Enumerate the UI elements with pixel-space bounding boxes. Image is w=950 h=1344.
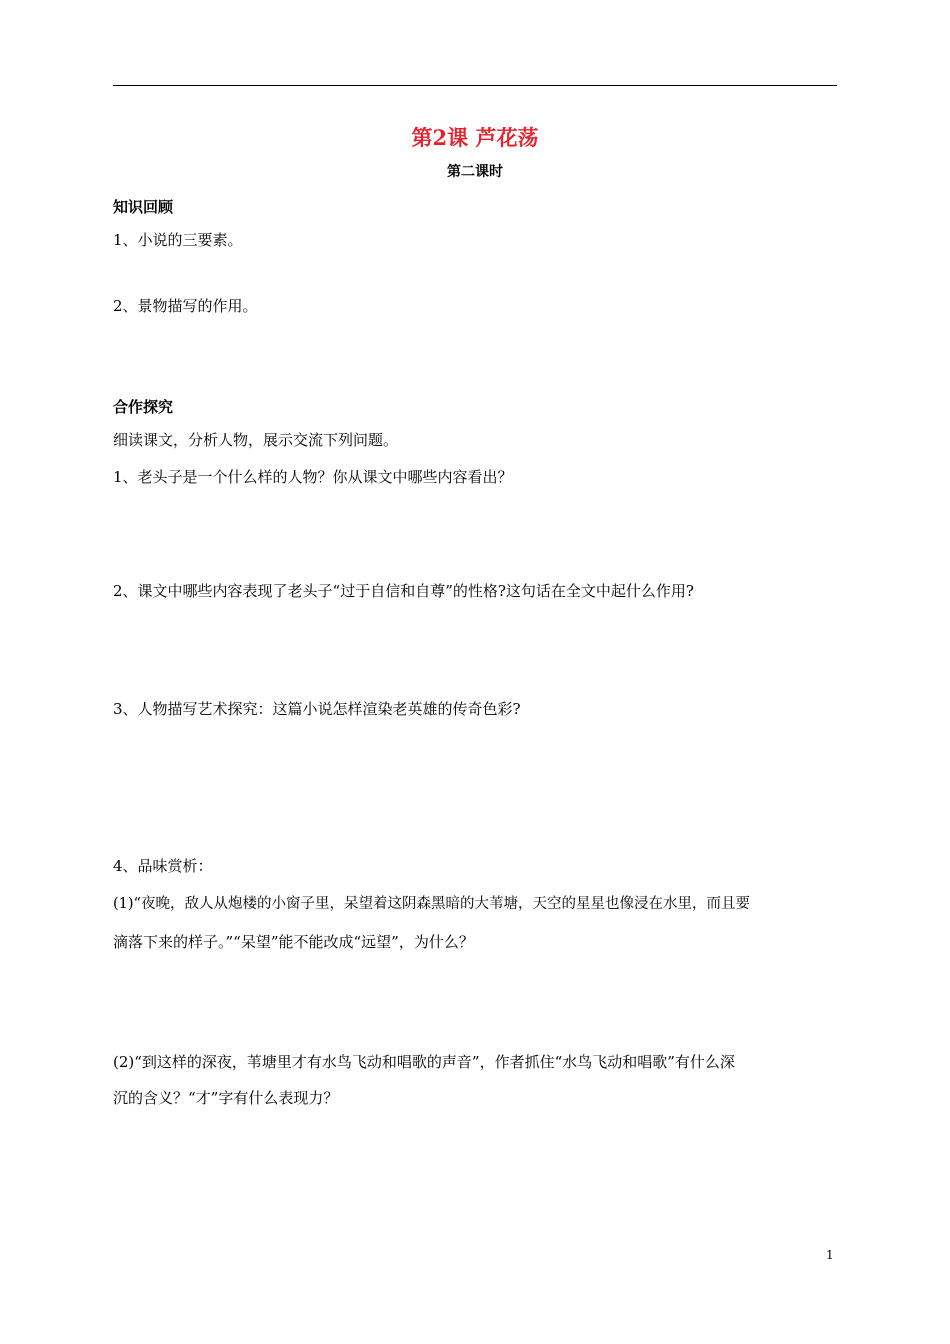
review-question-2: 2、景物描写的作用。 — [113, 297, 258, 315]
header-rule — [113, 85, 837, 86]
review-heading: 知识回顾 — [113, 198, 174, 216]
explore-heading: 合作探究 — [113, 398, 174, 416]
explore-intro: 细读课文，分析人物，展示交流下列问题。 — [113, 431, 399, 449]
explore-question-1: 1、老头子是一个什么样的人物？你从课文中哪些内容看出？ — [113, 468, 513, 486]
explore-question-4: 4、品味赏析： — [113, 857, 213, 875]
explore-question-2: 2、课文中哪些内容表现了老头子“过于自信和自尊”的性格?这句话在全文中起什么作用? — [113, 582, 694, 600]
review-question-1: 1、小说的三要素。 — [113, 231, 243, 249]
page-number: 1 — [826, 1248, 834, 1262]
question-4-2-line-2: 沉的含义？“才”字有什么表现力？ — [113, 1089, 339, 1107]
question-4-2-line-1: (2)“到这样的深夜，苇塘里才有水鸟飞动和唱歌的声音”，作者抓住“水鸟飞动和唱歌”有什么深 — [113, 1053, 735, 1071]
explore-question-3: 3、人物描写艺术探究：这篇小说怎样渲染老英雄的传奇色彩? — [113, 700, 521, 718]
lesson-subtitle: 第二课时 — [447, 164, 503, 180]
question-4-1-line-1: (1)“夜晚，敌人从炮楼的小窗子里，呆望着这阴森黑暗的大苇塘，天空的星星也像浸在水里，而且要 — [113, 896, 750, 912]
question-4-1-line-2: 滴落下来的样子。”“呆望”能不能改成“远望”，为什么？ — [113, 933, 474, 951]
lesson-title: 第2课 芦花荡 — [411, 125, 539, 150]
